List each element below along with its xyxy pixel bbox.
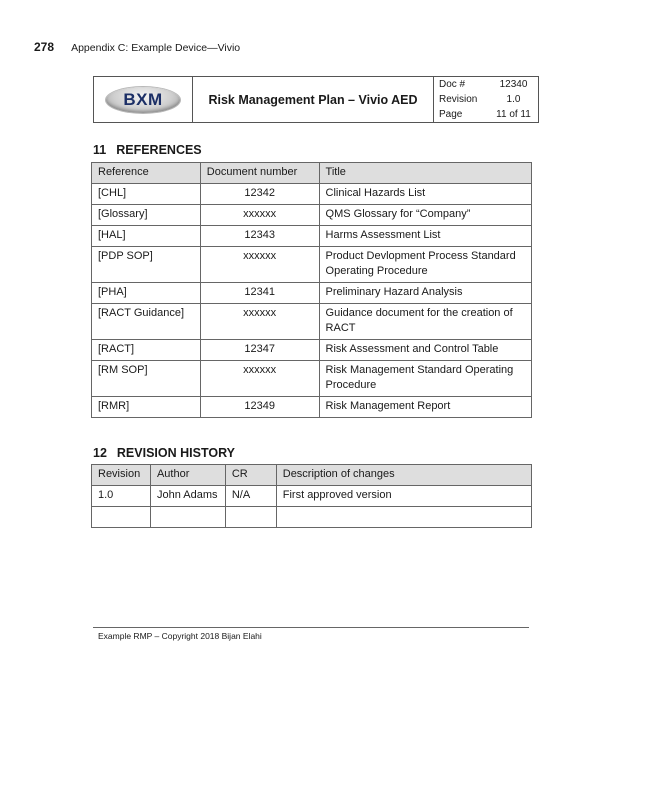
document-header bbox=[93, 76, 539, 123]
title-cell: Risk Management Report bbox=[319, 397, 531, 418]
document-number-cell: 12347 bbox=[200, 340, 319, 361]
table-row bbox=[92, 205, 532, 226]
bxm-logo: BXM bbox=[106, 87, 180, 113]
title-cell: Harms Assessment List bbox=[319, 226, 531, 247]
plan-title: Risk Management Plan – Vivio AED bbox=[193, 77, 434, 123]
title-cell: Risk Management Standard Operating Procedure bbox=[319, 361, 531, 397]
table-row bbox=[92, 340, 532, 361]
references-heading-number: 11 bbox=[93, 143, 107, 157]
reference-cell: [RMR] bbox=[92, 397, 201, 418]
document-number-cell: xxxxxx bbox=[200, 247, 319, 283]
table-row bbox=[92, 247, 532, 283]
document-number-cell: xxxxxx bbox=[200, 361, 319, 397]
reference-cell: [PDP SOP] bbox=[92, 247, 201, 283]
footer-copyright: Example RMP – Copyright 2018 Bijan Elahi bbox=[98, 631, 262, 641]
description-cell: First approved version bbox=[276, 486, 531, 507]
page-number: 278 bbox=[34, 40, 55, 54]
reference-cell: [RACT] bbox=[92, 340, 201, 361]
table-row bbox=[92, 304, 532, 340]
title-cell: Risk Assessment and Control Table bbox=[319, 340, 531, 361]
column-header: Document number bbox=[200, 163, 319, 184]
document-number-cell: 12343 bbox=[200, 226, 319, 247]
revision-cell bbox=[92, 507, 151, 528]
reference-cell: [RACT Guidance] bbox=[92, 304, 201, 340]
table-row bbox=[92, 184, 532, 205]
references-table bbox=[91, 162, 532, 418]
page-row bbox=[434, 107, 538, 122]
revision-history-heading-text: REVISION HISTORY bbox=[116, 446, 235, 460]
author-cell bbox=[150, 507, 225, 528]
footer-divider bbox=[93, 627, 529, 628]
document-number-cell: 12342 bbox=[200, 184, 319, 205]
reference-cell: [CHL] bbox=[92, 184, 201, 205]
table-row bbox=[92, 283, 532, 304]
revision-row bbox=[434, 92, 538, 107]
revision-label: Revision bbox=[439, 94, 478, 105]
table-header-row bbox=[92, 163, 532, 184]
revision-value: 1.0 bbox=[506, 94, 521, 105]
document-number-cell: xxxxxx bbox=[200, 304, 319, 340]
document-number-cell: 12349 bbox=[200, 397, 319, 418]
title-cell: Product Devlopment Process Standard Operating Procedure bbox=[319, 247, 531, 283]
reference-cell: [Glossary] bbox=[92, 205, 201, 226]
table-row bbox=[92, 226, 532, 247]
column-header: Revision bbox=[92, 465, 151, 486]
reference-cell: [RM SOP] bbox=[92, 361, 201, 397]
table-row bbox=[92, 361, 532, 397]
document-number-cell: xxxxxx bbox=[200, 205, 319, 226]
table-row bbox=[92, 486, 532, 507]
revision-history-table bbox=[91, 464, 532, 528]
table-row-empty bbox=[92, 507, 532, 528]
title-cell: Guidance document for the creation of RACT bbox=[319, 304, 531, 340]
column-header: CR bbox=[225, 465, 276, 486]
cr-cell: N/A bbox=[225, 486, 276, 507]
column-header: Author bbox=[150, 465, 225, 486]
cr-cell bbox=[225, 507, 276, 528]
doc-number-row bbox=[434, 77, 538, 92]
revision-history-heading bbox=[93, 446, 235, 460]
description-cell bbox=[276, 507, 531, 528]
running-head bbox=[34, 40, 240, 54]
doc-number-value: 12340 bbox=[499, 79, 528, 90]
reference-cell: [HAL] bbox=[92, 226, 201, 247]
document-number-cell: 12341 bbox=[200, 283, 319, 304]
page-label: Page bbox=[439, 109, 463, 120]
references-heading-text: REFERENCES bbox=[116, 143, 202, 157]
column-header: Reference bbox=[92, 163, 201, 184]
running-head-title: Appendix C: Example Device—Vivio bbox=[71, 42, 241, 54]
revision-history-heading-number: 12 bbox=[93, 446, 107, 460]
references-heading bbox=[93, 143, 202, 157]
title-cell: Preliminary Hazard Analysis bbox=[319, 283, 531, 304]
revision-cell: 1.0 bbox=[92, 486, 151, 507]
doc-meta bbox=[434, 77, 539, 123]
author-cell: John Adams bbox=[150, 486, 225, 507]
column-header: Title bbox=[319, 163, 531, 184]
logo-cell bbox=[94, 77, 193, 123]
table-header-row bbox=[92, 465, 532, 486]
column-header: Description of changes bbox=[276, 465, 531, 486]
table-row bbox=[92, 397, 532, 418]
title-cell: Clinical Hazards List bbox=[319, 184, 531, 205]
title-cell: QMS Glossary for “Company” bbox=[319, 205, 531, 226]
doc-number-label: Doc # bbox=[439, 79, 466, 90]
reference-cell: [PHA] bbox=[92, 283, 201, 304]
page-value: 11 of 11 bbox=[496, 109, 531, 120]
